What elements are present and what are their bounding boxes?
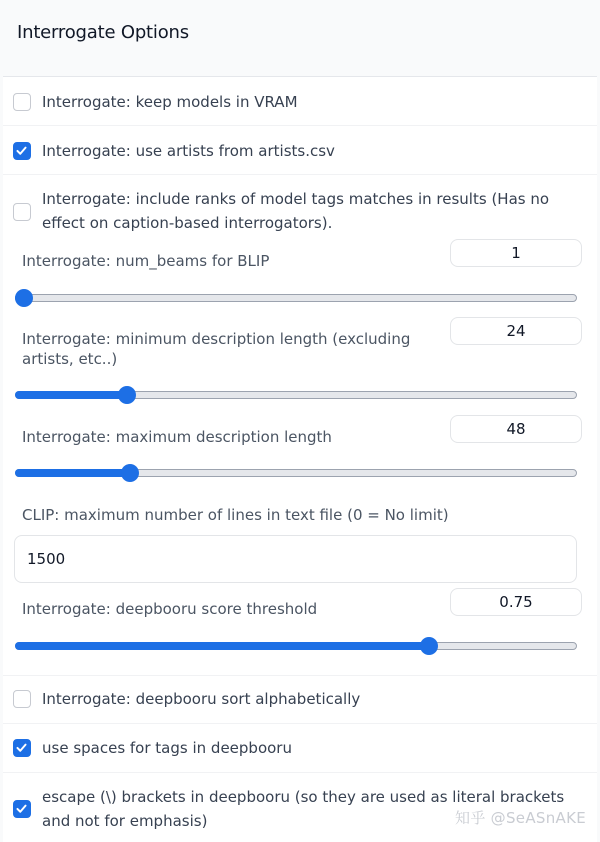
slider-thumb[interactable] <box>121 464 139 482</box>
divider <box>3 125 597 126</box>
clip-lines-input[interactable]: 1500 <box>14 535 577 583</box>
sort-alpha-label: Interrogate: deepbooru sort alphabetically <box>42 690 361 708</box>
divider <box>3 772 597 773</box>
score-threshold-input[interactable]: 0.75 <box>450 588 582 616</box>
include-ranks-label: Interrogate: include ranks of model tags matches in results (Has no effect on caption-based interrogators). <box>42 190 550 232</box>
slider-fill <box>15 642 429 650</box>
include-ranks-row[interactable] <box>3 187 597 237</box>
min-length-slider[interactable] <box>15 385 577 405</box>
checkmark-icon <box>15 802 28 815</box>
slider-track <box>15 294 577 302</box>
min-length-input[interactable]: 24 <box>450 317 582 345</box>
section-title: Interrogate Options <box>17 22 189 43</box>
section-header[interactable] <box>0 0 600 72</box>
use-artists-label: Interrogate: use artists from artists.csv <box>42 142 335 160</box>
watermark: 知乎 @SeASnAKE <box>455 809 586 827</box>
use-spaces-row[interactable] <box>3 735 597 761</box>
escape-brackets-checkbox[interactable] <box>13 800 31 818</box>
include-ranks-checkbox[interactable] <box>13 203 31 221</box>
sort-alpha-row[interactable] <box>3 686 597 712</box>
sort-alpha-checkbox[interactable] <box>13 690 31 708</box>
divider <box>3 675 597 676</box>
num-beams-label: Interrogate: num_beams for BLIP <box>22 252 270 270</box>
slider-fill <box>15 469 130 477</box>
slider-fill <box>15 391 127 399</box>
use-artists-row[interactable] <box>3 138 597 164</box>
max-length-slider[interactable] <box>15 463 577 483</box>
interrogate-options-panel <box>3 76 597 842</box>
score-threshold-label: Interrogate: deepbooru score threshold <box>22 600 318 618</box>
checkmark-icon <box>15 144 28 157</box>
slider-thumb[interactable] <box>15 289 33 307</box>
use-spaces-checkbox[interactable] <box>13 739 31 757</box>
clip-lines-label: CLIP: maximum number of lines in text file (0 = No limit) <box>22 506 449 524</box>
max-length-input[interactable]: 48 <box>450 415 582 443</box>
score-threshold-slider[interactable] <box>15 636 577 656</box>
keep-models-label: Interrogate: keep models in VRAM <box>42 93 298 111</box>
slider-thumb[interactable] <box>118 386 136 404</box>
num-beams-input[interactable]: 1 <box>450 239 582 267</box>
min-length-label: Interrogate: minimum description length (excluding artists, etc..) <box>22 330 411 368</box>
checkmark-icon <box>15 741 28 754</box>
use-artists-checkbox[interactable] <box>13 142 31 160</box>
max-length-label: Interrogate: maximum description length <box>22 428 332 446</box>
keep-models-row[interactable] <box>3 89 597 115</box>
keep-models-checkbox[interactable] <box>13 93 31 111</box>
divider <box>3 174 597 175</box>
slider-thumb[interactable] <box>420 637 438 655</box>
use-spaces-label: use spaces for tags in deepbooru <box>42 739 292 757</box>
escape-brackets-label: escape (\) brackets in deepbooru (so they are used as literal brackets and not for emphasis) <box>42 788 565 830</box>
num-beams-slider[interactable] <box>15 288 577 308</box>
divider <box>3 723 597 724</box>
